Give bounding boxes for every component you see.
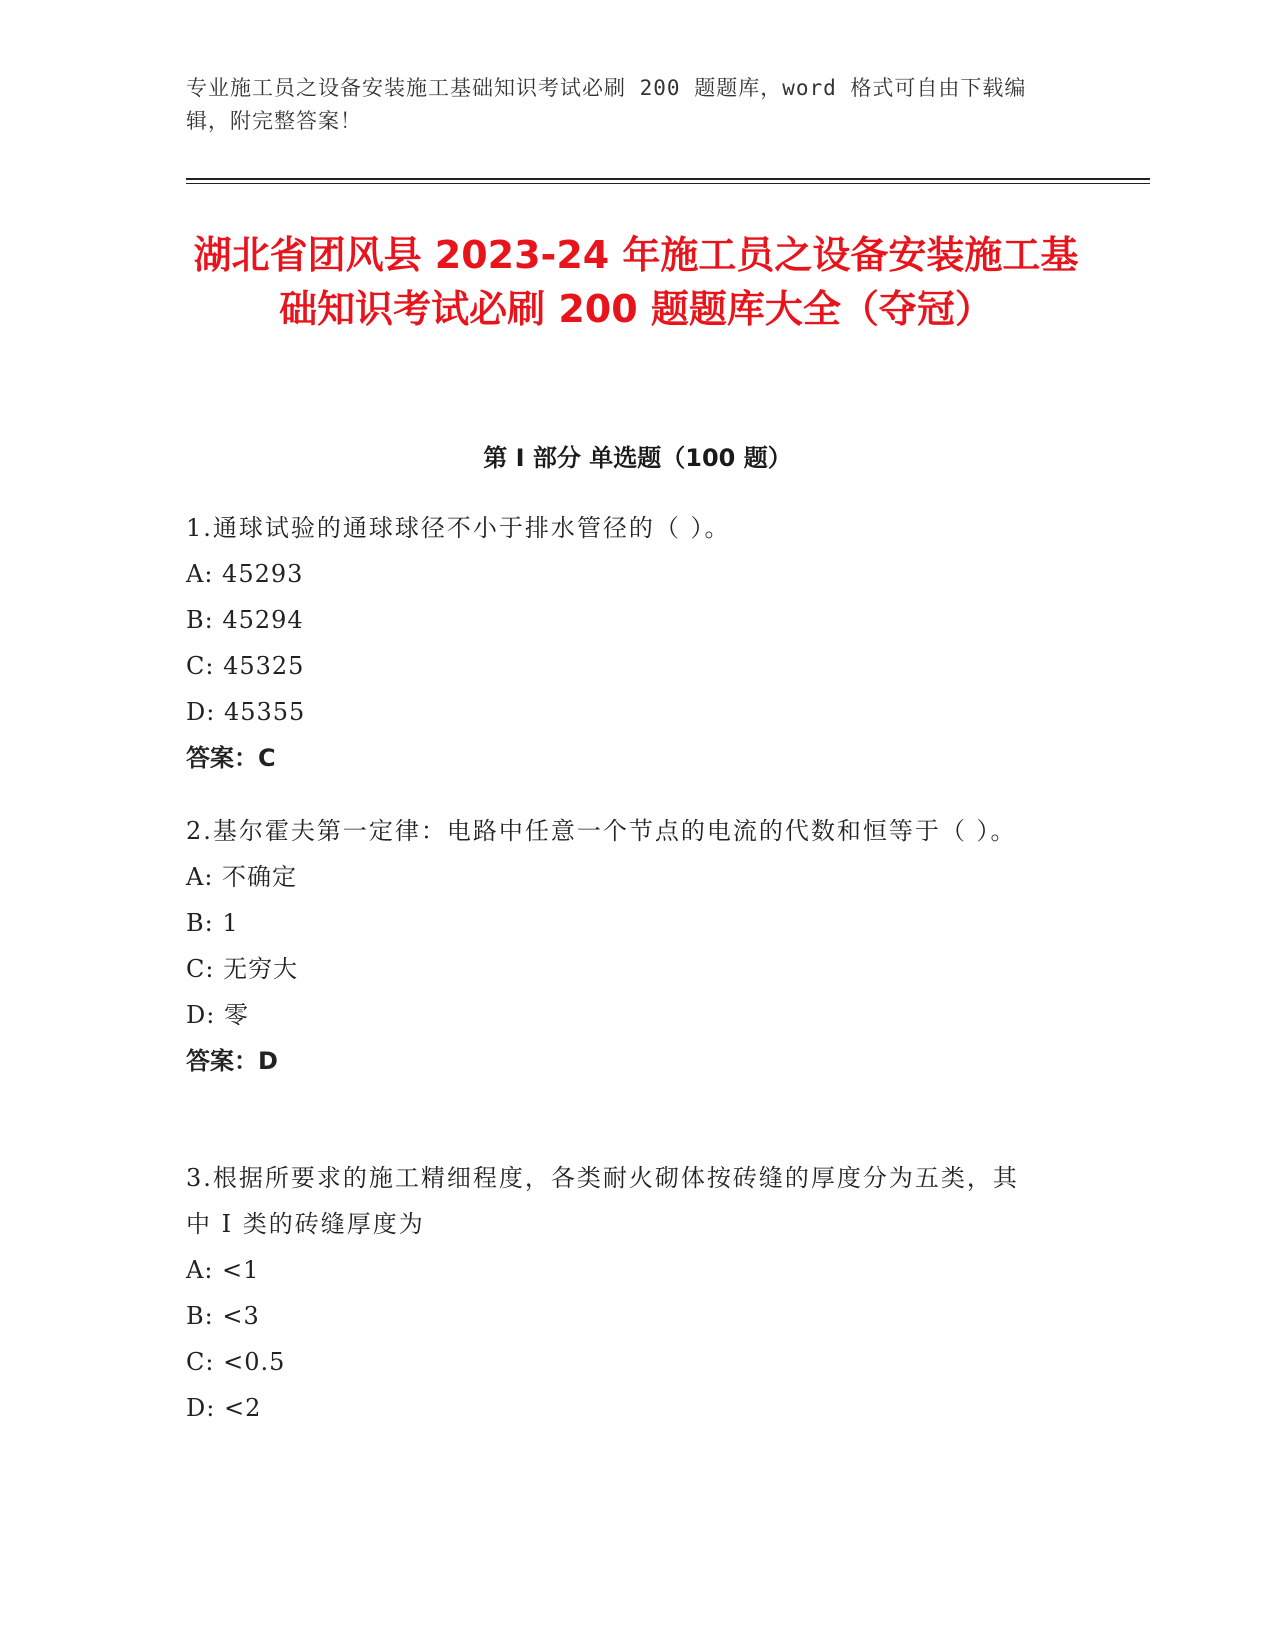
question-text: 1.通球试验的通球球径不小于排水管径的（ ）。 (186, 514, 731, 542)
question-text: 2.基尔霍夫第一定律：电路中任意一个节点的电流的代数和恒等于（ ）。 (186, 817, 1017, 845)
option-c: C: <0.5 (186, 1348, 286, 1376)
question-3 (186, 1155, 1036, 1431)
option-d: D: <2 (186, 1394, 262, 1422)
option-c: C: 45325 (186, 652, 305, 680)
option-a: A: <1 (186, 1256, 260, 1284)
option-a: A: 不确定 (186, 863, 298, 891)
option-a: A: 45293 (186, 560, 304, 588)
option-b: B: 1 (186, 909, 239, 937)
answer: 答案：C (186, 744, 276, 772)
answer: 答案：D (186, 1047, 278, 1075)
option-b: B: 45294 (186, 606, 304, 634)
option-d: D: 零 (186, 1001, 249, 1029)
option-d: D: 45355 (186, 698, 306, 726)
question-text: 3.根据所要求的施工精细程度，各类耐火砌体按砖缝的厚度分为五类，其中 I 类的砖缝厚度为 (186, 1164, 1019, 1238)
question-2 (186, 808, 1036, 1084)
document-title: 湖北省团风县 2023-24 年施工员之设备安装施工基础知识考试必刷 200 题题库大全（夺冠） (193, 233, 1079, 331)
question-1 (186, 505, 1086, 781)
option-b: B: <3 (186, 1302, 260, 1330)
header-note: 专业施工员之设备安装施工基础知识考试必刷 200 题题库，word 格式可自由下载编辑，附完整答案！ (186, 76, 1027, 133)
section-heading: 第 I 部分 单选题（100 题） (483, 444, 792, 472)
option-c: C: 无穷大 (186, 955, 299, 983)
header-rule-thin (186, 183, 1150, 184)
header-rule (186, 178, 1150, 180)
